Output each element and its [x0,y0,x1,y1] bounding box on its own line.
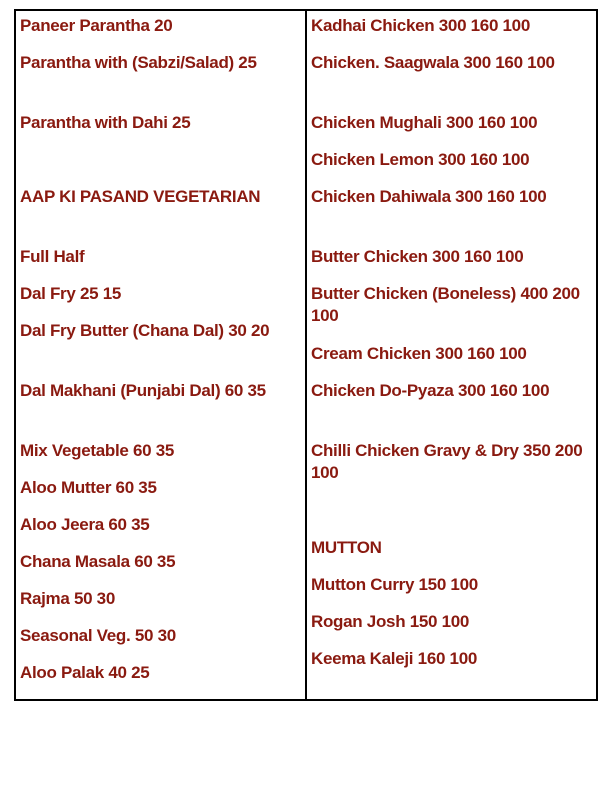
menu-item-aloo-jeera: Aloo Jeera 60 35 [20,515,150,534]
section-heading-mutton: MUTTON [311,538,382,557]
menu-item-rajma: Rajma 50 30 [20,589,115,608]
column-header-full-half: Full Half [20,247,85,266]
menu-item-dal-fry: Dal Fry 25 15 [20,284,121,303]
menu-item-rogan-josh: Rogan Josh 150 100 [311,612,470,631]
menu-item-chicken-mughali: Chicken Mughali 300 160 100 [311,113,538,132]
menu-item-mix-vegetable: Mix Vegetable 60 35 [20,441,174,460]
right-column [307,11,596,699]
menu-item-chilli-chicken: Chilli Chicken Gravy & Dry 350 200 100 [311,441,583,482]
menu-item-paneer-parantha: Paneer Parantha 20 [20,16,173,35]
section-heading-vegetarian: AAP KI PASAND VEGETARIAN [20,187,261,206]
menu-item-seasonal-veg: Seasonal Veg. 50 30 [20,626,176,645]
menu-item-chicken-lemon: Chicken Lemon 300 160 100 [311,150,530,169]
menu-item-chicken-dahiwala: Chicken Dahiwala 300 160 100 [311,187,547,206]
left-column [16,11,307,699]
menu-item-aloo-mutter: Aloo Mutter 60 35 [20,478,157,497]
menu-item-parantha-dahi: Parantha with Dahi 25 [20,113,191,132]
menu-item-chana-masala: Chana Masala 60 35 [20,552,176,571]
menu-item-butter-chicken-boneless: Butter Chicken (Boneless) 400 200 100 [311,284,580,325]
menu-item-chicken-saagwala: Chicken. Saagwala 300 160 100 [311,53,555,72]
menu-item-parantha-sabzi-salad: Parantha with (Sabzi/Salad) 25 [20,53,257,72]
menu-item-butter-chicken: Butter Chicken 300 160 100 [311,247,524,266]
menu-item-dal-fry-butter: Dal Fry Butter (Chana Dal) 30 20 [20,321,270,340]
menu-item-mutton-curry: Mutton Curry 150 100 [311,575,478,594]
menu-item-keema-kaleji: Keema Kaleji 160 100 [311,649,478,668]
menu-item-aloo-palak: Aloo Palak 40 25 [20,663,150,682]
menu-item-chicken-do-pyaza: Chicken Do-Pyaza 300 160 100 [311,381,550,400]
menu-table [14,9,598,701]
menu-item-cream-chicken: Cream Chicken 300 160 100 [311,344,527,363]
menu-item-kadhai-chicken: Kadhai Chicken 300 160 100 [311,16,530,35]
menu-item-dal-makhani: Dal Makhani (Punjabi Dal) 60 35 [20,381,266,400]
